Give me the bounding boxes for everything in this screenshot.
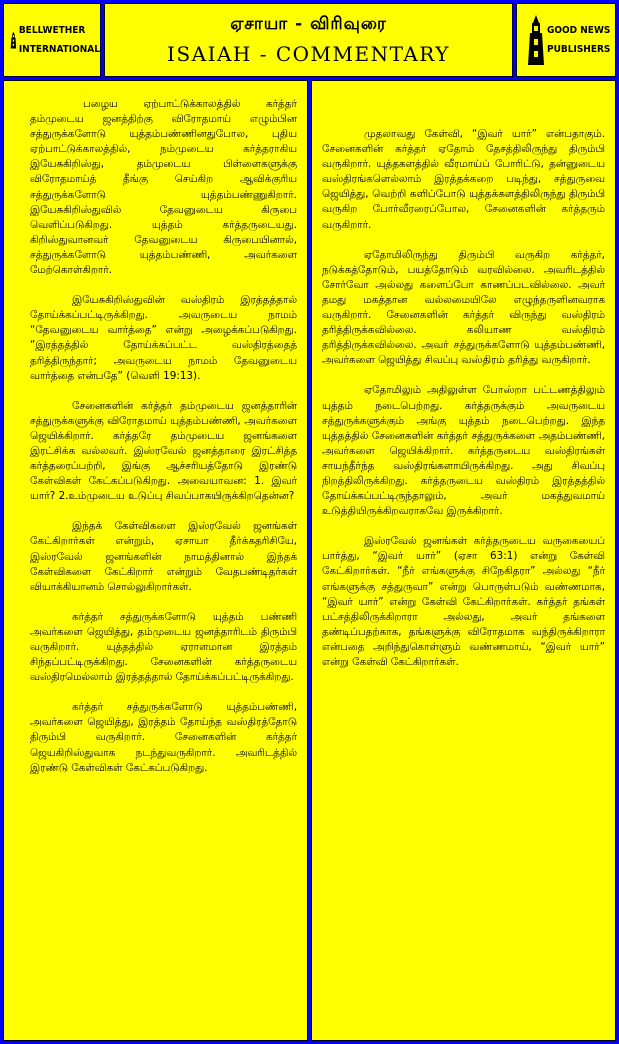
left-column — [3, 80, 308, 1041]
paragraph: பழைய ஏற்பாட்டுக்காலத்தில் கர்த்தர் தம்முடைய ஜனத்திற்கு விரோதமாய் எழும்பின சத்துருக்களோடு யுத்தம்பண்ணினதுபோல, புதிய ஏற்பாட்டுக்காலத்தில், நம்முடைய கர்த்தராகிய இயேசுகிறிஸ்து, தம்முடைய பிள்ளைகளுக்கு விரோதமாய்த் தீங்கு செய்கிற ஆவிக்குரிய சத்துருக்களோடு யுத்தம்பண்ணுகிறார். இயேசுகிறிஸ்துவில் தேவனுடைய கிருபை வெளிப்படுகிறது. யுத்தம் கர்த்தருடையது. கிறிஸ்துவானவர் தேவனுடைய கிருபையினால், சத்துருக்களோடு யுத்தம்பண்ணி, அவர்களை மேற்கொள்கிறார். — [30, 98, 297, 277]
paragraph: முதலாவது கேள்வி, “இவர் யார்” என்பதாகும். சேனைகளின் கர்த்தர் ஏதோம் தேசத்திலிருந்து திரும்பி வருகிறார். யுத்தகளத்தில் வீரமாய்ப் போரிட்டு, தன்னுடைய வஸ்திரங்களெல்லாம் இரத்தக்கறை படிந்து, சத்துருவை ஜெயித்து, வெற்றி களிப்போடு யுத்தக்களத்திலிருந்து திரும்பி வருகிற போர்வீரரைப்போல, சேனைகளின் கர்த்தரும் வருகிறார். — [322, 128, 605, 231]
logo-bellwether — [3, 3, 101, 77]
title-box — [104, 3, 513, 77]
bell-tower-icon — [527, 15, 545, 65]
right-column — [311, 80, 616, 1041]
paragraph: கர்த்தர் சத்துருக்களோடு யுத்தம்பண்ணி, அவர்களை ஜெயித்து, இரத்தம் தோய்ந்த வஸ்திரத்தோடு திரும்பி வருகிறார். சேனைகளின் கர்த்தர் ஜெயகிறிஸ்துவாக நடந்துவருகிறார். அவரிடத்தில் இரண்டு கேள்விகள் கேட்கப்படுகிறது. — [30, 701, 297, 774]
bell-tower-icon — [10, 15, 17, 65]
paragraph: இஸ்ரவேல் ஜனங்கள் கர்த்தருடைய வருகையைப் பார்த்து, “இவர் யார்” (ஏசா 63:1) என்று கேள்வி கேட்கிறார்கள். “நீர் எங்களுக்கு சிநேகிதரா” அல்லது “நீர் எங்களுக்கு சத்துருவா” என்று பொருள்படும் வண்ணமாக, “இவர் யார்” என்று கேள்வி கேட்கிறார்கள். கர்த்தர் தங்கள் பட்சத்திலிருக்கிறாரா அல்லது, அவர் தங்களை தண்டிப்பதற்காக, தங்களுக்கு விரோதமாக வந்திருக்கிறாரா என்பதை அறிந்துகொள்ளும் வண்ணமாய், “இவர் யார்” என்று கேள்வி கேட்கிறார்கள். — [322, 535, 605, 668]
logo-right-line2: PUBLISHERS — [547, 44, 611, 55]
paragraph: இந்தக் கேள்விகளை இஸ்ரவேல் ஜனங்கள் கேட்கிறார்கள் என்றும், ஏசாயா தீர்க்கதரிசியே, இஸ்ரவேல் ஜனங்களின் நாமத்தினால் இந்தக் கேள்விகளை கேட்கிறார் என்றும் வேதபண்டிதர்கள் வியாக்கியானம் சொல்லுகிறார்கள். — [30, 520, 297, 593]
paragraph: ஏதோமிலிருந்து திரும்பி வருகிற கர்த்தர், நடுக்கத்தோடும், பயத்தோடும் வரவில்லை. அவரிடத்தில் சோர்வோ அல்லது களைப்போ காணப்படவில்லை. அவர் தமது மகத்தான வல்லமையிலே எழுந்தருளினவராக வருகிறார். சேனைகளின் கர்த்தர் விருந்து வஸ்திரம் தரித்திருக்கவில்லை. கலியாண வஸ்திரம் தரித்திருக்கவில்லை. அவர் சத்துருக்களோடு யுத்தம்பண்ணி, அவர்களை ஜெயித்து சிவப்பு வஸ்திரம் தரித்து வருகிறார். — [322, 248, 605, 367]
page-title-tamil: ஏசாயா - விரிவுரை — [230, 14, 387, 34]
header — [3, 3, 616, 77]
paragraph: இயேசுகிறிஸ்துவின் வஸ்திரம் இரத்தத்தால் தோய்க்கப்பட்டிருக்கிறது. அவருடைய நாமம் “தேவனுடைய வார்த்தை” என்று அழைக்கப்படுகிறது. “இரத்தத்தில் தோய்க்கப்பட்ட வஸ்திரத்தைத் தரித்திருந்தார்; அவருடைய நாமம் தேவனுடைய வார்த்தை என்பதே” (வெளி 19:13). — [30, 294, 297, 382]
page-title-english: ISAIAH - COMMENTARY — [167, 42, 450, 66]
logo-good-news — [516, 3, 616, 77]
paragraph: சேனைகளின் கர்த்தர் தம்முடைய ஜனத்தாரின் சத்துருக்களுக்கு விரோதமாய் யுத்தம்பண்ணி, அவர்களை ஜெயிக்கிறார். கர்த்தரே தம்முடைய ஜனங்களை இரட்சிக்க வல்லவர். இஸ்ரவேல் ஜனத்தாரை இரட்சித்த கர்த்தரைப்பற்றி, இங்கு ஆச்சரியத்தோடு இரண்டு கேள்விகள் கேட்கப்படுகிறது. அவையாவன: 1. இவர் யார்? 2.உம்முடைய உடுப்பு சிவப்பாகயிருக்கிறதென்ன? — [30, 399, 297, 503]
logo-right-line1: GOOD NEWS — [547, 25, 611, 36]
logo-left-line1: BELLWETHER — [18, 25, 86, 36]
logo-left-text — [19, 21, 100, 59]
paragraph: ஏதோமிலும் அதிலுள்ள போஸ்றா பட்டணத்திலும் யுத்தம் நடைபெற்றது. கர்த்தருக்கும் அவருடைய சத்துருக்களுக்கும் அங்கு யுத்தம் நடைபெற்றது. இந்த யுத்தத்தில் சேனைகளின் கர்த்தர் சத்துருக்களை அதம்பண்ணி, அவர்களை ஜெயிக்கிறார். கர்த்தருடைய வஸ்திரங்கள் சாயந்தீர்ந்த வஸ்திரங்களாயிருக்கிறது. அது சிவப்பு நிறத்திலிருக்கிறது. கர்த்தருடைய வஸ்திரம் இரத்தத்தில் தோய்க்கப்பட்டிருந்தாலும், அவர் மகத்துவமாய் உடுத்தியிருக்கிறவராகவே இருக்கிறார். — [322, 384, 605, 518]
paragraph: கர்த்தர் சத்துருக்களோடு யுத்தம் பண்ணி அவர்களை ஜெயித்து, தம்முடைய ஜனத்தாரிடம் திரும்பி வருகிறார். யுத்தத்தில் ஏராளமான இரத்தம் சிந்தப்பட்டிருக்கிறது. சேனைகளின் கர்த்தருடைய வஸ்திரமெல்லாம் இரத்தத்தால் தோய்க்கப்பட்டிருக்கிறது. — [30, 610, 297, 684]
logo-left-line2: INTERNATIONAL — [18, 44, 100, 55]
logo-right-text — [547, 21, 610, 59]
